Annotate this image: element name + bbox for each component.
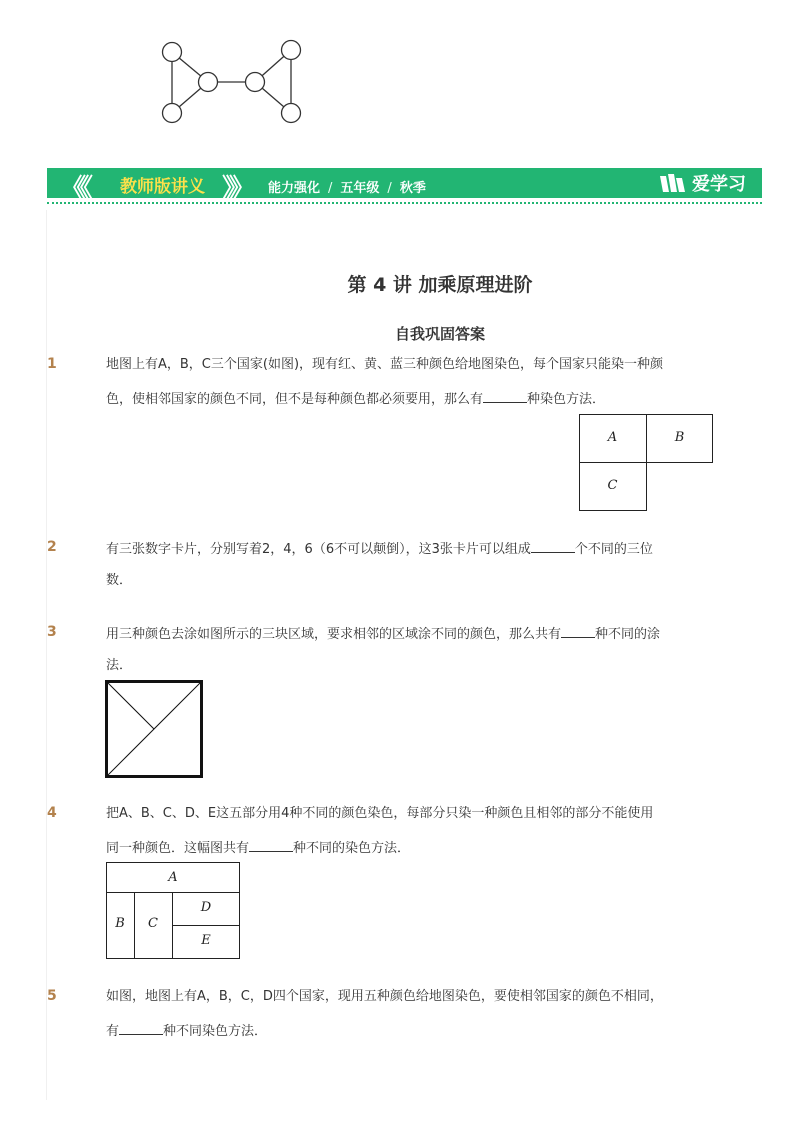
- answer-blank: [561, 625, 595, 638]
- header-divider: [47, 202, 762, 204]
- question-text: 色，使相邻国家的颜色不同，但不是每种颜色都必须要用，那么有: [106, 392, 484, 407]
- region-label-d: D: [200, 900, 212, 915]
- graph-node: [163, 104, 182, 123]
- breadcrumb-item: 秋季: [399, 181, 426, 196]
- graph-node: [163, 43, 182, 62]
- question-text: 用三种颜色去涂如图所示的三块区域，要求相邻的区域涂不同的颜色，那么共有: [106, 627, 562, 642]
- answer-blank: [249, 839, 293, 852]
- question-text: 同一种颜色．这幅图共有: [106, 841, 250, 856]
- question-number: 4: [47, 805, 57, 821]
- question-number: 3: [47, 624, 57, 640]
- question-1-map-figure: [579, 414, 713, 511]
- double-chevron-left-icon: 《《: [60, 174, 88, 204]
- region-label-b: B: [115, 916, 125, 931]
- region-label-c: C: [607, 478, 618, 493]
- region-label-c: C: [148, 916, 158, 931]
- question-1-text-line1: 地图上有A，B，C三个国家(如图)，现有红、黄、蓝三种颜色给地图染色，每个国家只能染一种颜: [106, 357, 664, 372]
- question-3-region-figure: [105, 680, 203, 778]
- question-3-text-line1: [106, 625, 660, 643]
- question-number: 1: [47, 356, 57, 372]
- breadcrumb-item: 能力强化: [268, 181, 321, 196]
- question-5-text-line1: 如图，地图上有A，B，C，D四个国家，现用五种颜色给地图染色，要使相邻国家的颜色不相同，: [106, 989, 663, 1004]
- question-1-text-line2: [106, 390, 605, 408]
- question-text: 种不同染色方法．: [163, 1024, 268, 1039]
- graph-node: [246, 73, 265, 92]
- banner-title: 教师版讲义: [120, 177, 205, 197]
- question-4-text-line2: [106, 839, 410, 857]
- question-text: 种染色方法．: [527, 392, 606, 407]
- question-text: 个不同的三位: [574, 542, 653, 557]
- breadcrumb-separator: /: [328, 181, 333, 196]
- graph-node: [282, 104, 301, 123]
- question-text: 有三张数字卡片，分别写着2，4，6（6不可以颠倒），这3张卡片可以组成: [106, 542, 531, 557]
- logo-stripes-icon: [658, 172, 688, 194]
- question-2-text-line2: 数．: [106, 573, 133, 588]
- region-label-a: A: [168, 870, 178, 885]
- answer-blank: [119, 1022, 163, 1035]
- question-3-text-line2: 法．: [106, 658, 133, 673]
- question-number: 5: [47, 988, 57, 1004]
- breadcrumb: [268, 177, 426, 196]
- question-2-text-line1: [106, 540, 653, 558]
- section-title: 自我巩固答案: [394, 325, 485, 343]
- graph-node: [199, 73, 218, 92]
- double-chevron-right-icon: 》》: [222, 174, 250, 204]
- question-text: 种不同的涂: [595, 627, 661, 642]
- breadcrumb-item: 五年级: [340, 181, 380, 196]
- question-text: 种不同的染色方法．: [293, 841, 411, 856]
- region-label-a: A: [607, 430, 618, 445]
- answer-blank: [483, 390, 527, 403]
- brand-logo: [658, 170, 746, 196]
- question-number: 2: [47, 539, 57, 555]
- region-label-b: B: [674, 430, 685, 445]
- graph-node: [282, 41, 301, 60]
- question-4-text-line1: 把A、B、C、D、E这五部分用4种不同的颜色染色，每部分只染一种颜色且相邻的部分不能使用: [106, 806, 654, 821]
- breadcrumb-separator: /: [387, 181, 392, 196]
- logo-text: 爱学习: [692, 174, 746, 195]
- answer-blank: [531, 540, 575, 553]
- question-4-region-figure: [106, 862, 240, 959]
- graph-figure: [150, 30, 320, 140]
- question-text: 有: [106, 1024, 120, 1039]
- question-5-text-line2: [106, 1022, 267, 1040]
- lecture-title: 第 4 讲 加乘原理进阶: [347, 274, 533, 296]
- region-label-e: E: [201, 933, 211, 948]
